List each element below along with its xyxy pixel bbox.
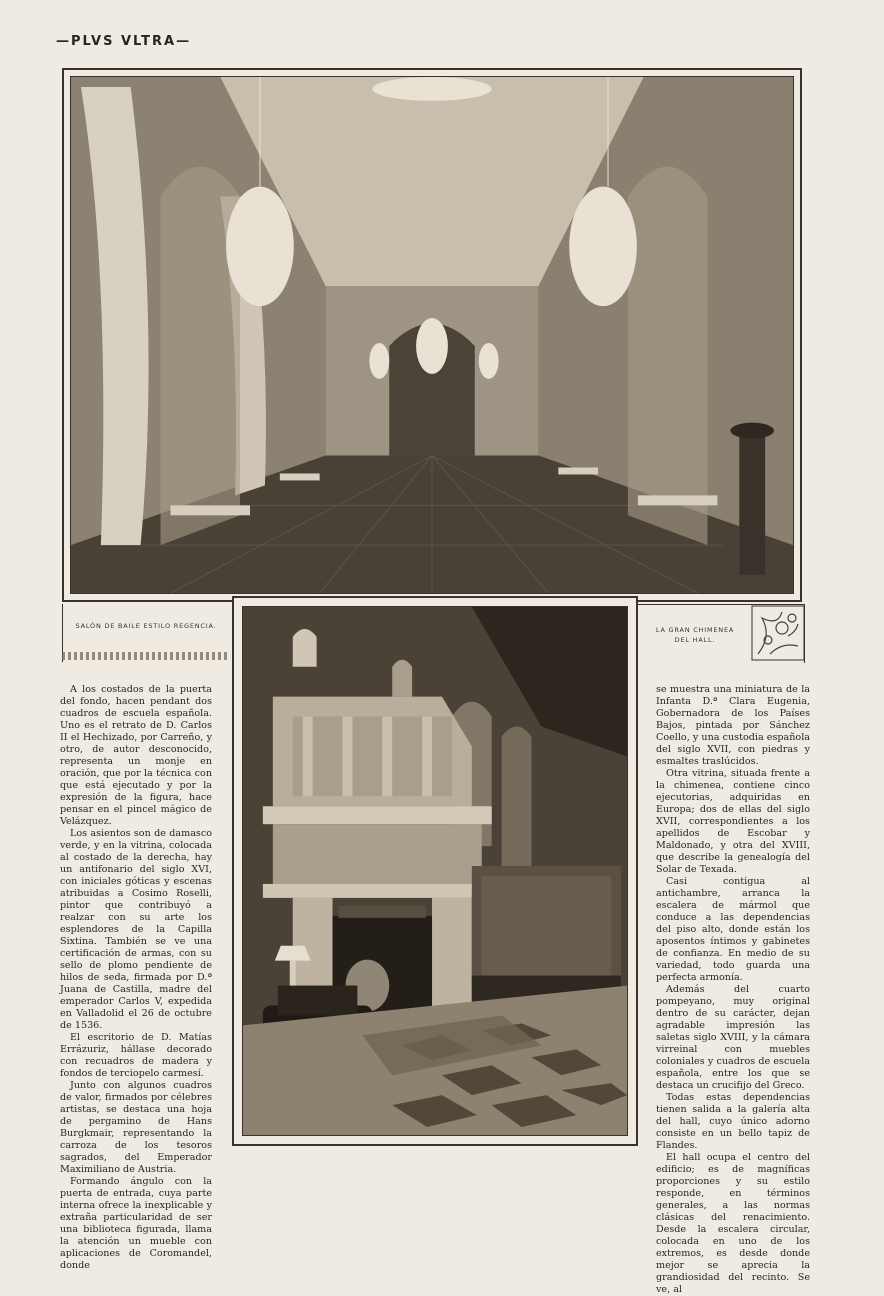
left-paragraph: Formando ángulo con la puerta de entrada, cuya parte interna ofrece la inexplicable y extraña particularidad de ser una biblioteca figurada, llama la atención un mueble con aplicaciones de Coromandel, donde — [60, 1176, 212, 1271]
article-left-column — [60, 684, 212, 1271]
left-paragraph: Los asientos son de damasco verde, y en la vitrina, colocada al costado de la derecha, hay un antifonario del siglo XVI, con iniciales góticas y escenas atribuidas a Cosimo Roselli, pintor que contribuyó a realzar con su arte los esplendores de la Capilla Sixtina. También se ve una certificación de armas, con su sello de plomo pendiente de hilos de seda, firmada por D.ª Juana de Castilla, madre del emperador Carlos V, expedida en Valladolid el 26 de octubre de 1536. — [60, 828, 212, 1031]
article-right-column — [656, 684, 810, 1295]
ballroom-caption: SALÓN DE BAILE ESTILO REGENCIA. — [75, 622, 217, 630]
fireplace-illustration — [243, 607, 627, 1135]
ballroom-photo — [70, 76, 794, 594]
left-paragraph: Junto con algunos cuadros de valor, firmados por célebres artistas, se destaca una hoja de pergamino de Hans Burgkmair, representando la carroza de los tesoros sagrados, del Emperador Maximiliano de Austria. — [60, 1080, 212, 1175]
left-paragraph: A los costados de la puerta del fondo, hacen pendant dos cuadros de escuela española. Uno es el retrato de D. Carlos II el Hechizado, por Carreño, y otro, de autor desconocido, representa un monje en oración, que por la técnica con que está ejecutado y por la expresión de la figura, hace pensar en el pincel mágico de Velázquez. — [60, 684, 212, 827]
right-paragraph: Otra vitrina, situada frente a la chimenea, contiene cinco ejecutorias, adquiridas en Europa; dos de ellas del siglo XVII, correspondientes a los apellidos de Escobar y Maldonado, y otra del XVIII, que describe la genealogía del Solar de Texada. — [656, 768, 810, 875]
right-paragraph: Casi contigua al antichambre, arranca la escalera de mármol que conduce a las dependencias del piso alto, donde están los aposentos íntimos y gabinetes de confianza. En medio de su variedad, todo guarda una perfecta armonía. — [656, 876, 810, 983]
decorative-border — [62, 652, 228, 660]
magazine-masthead: —PLVS VLTRA— — [56, 34, 192, 49]
right-paragraph: Todas estas dependencias tienen salida a la galería alta del hall, cuyo único adorno consiste en un bello tapiz de Flandes. — [656, 1092, 810, 1151]
hall-caption-line1: LA GRAN CHIMENEA — [655, 626, 735, 634]
hall-caption — [640, 626, 750, 646]
ballroom-photo-frame — [62, 68, 802, 602]
right-paragraph: se muestra una miniatura de la Infanta D.ª Clara Eugenia, Gobernadora de los Países Bajos, pintada por Sánchez Coello, y una custodia española del siglo XVII, con piedras y esmaltes traslúcidos. — [656, 684, 810, 767]
hall-caption-line2: DEL HALL. — [674, 635, 716, 644]
ballroom-illustration — [71, 77, 793, 593]
right-paragraph: Además del cuarto pompeyano, muy original dentro de su carácter, dejan agradable impresión las saletas siglo XVIII, y la cámara virreinal con muebles coloniales y cuadros de escuela española, entre los que se destaca un crucifijo del Greco. — [656, 984, 810, 1091]
floral-ornament-icon — [752, 606, 804, 660]
fireplace-photo-frame — [232, 596, 638, 1146]
left-paragraph: El escritorio de D. Matías Errázuriz, hállase decorado con recuadros de madera y fondos de terciopelo carmesí. — [60, 1032, 212, 1079]
right-paragraph: El hall ocupa el centro del edificio; es de magníficas proporciones y su estilo responde, en términos generales, a las normas clásicas del renacimiento. Desde la escalera circular, colocada en uno de los extremos, es desde donde mejor se aprecia la grandiosidad del recinto. Se ve, al — [656, 1152, 810, 1295]
fireplace-photo — [242, 606, 628, 1136]
